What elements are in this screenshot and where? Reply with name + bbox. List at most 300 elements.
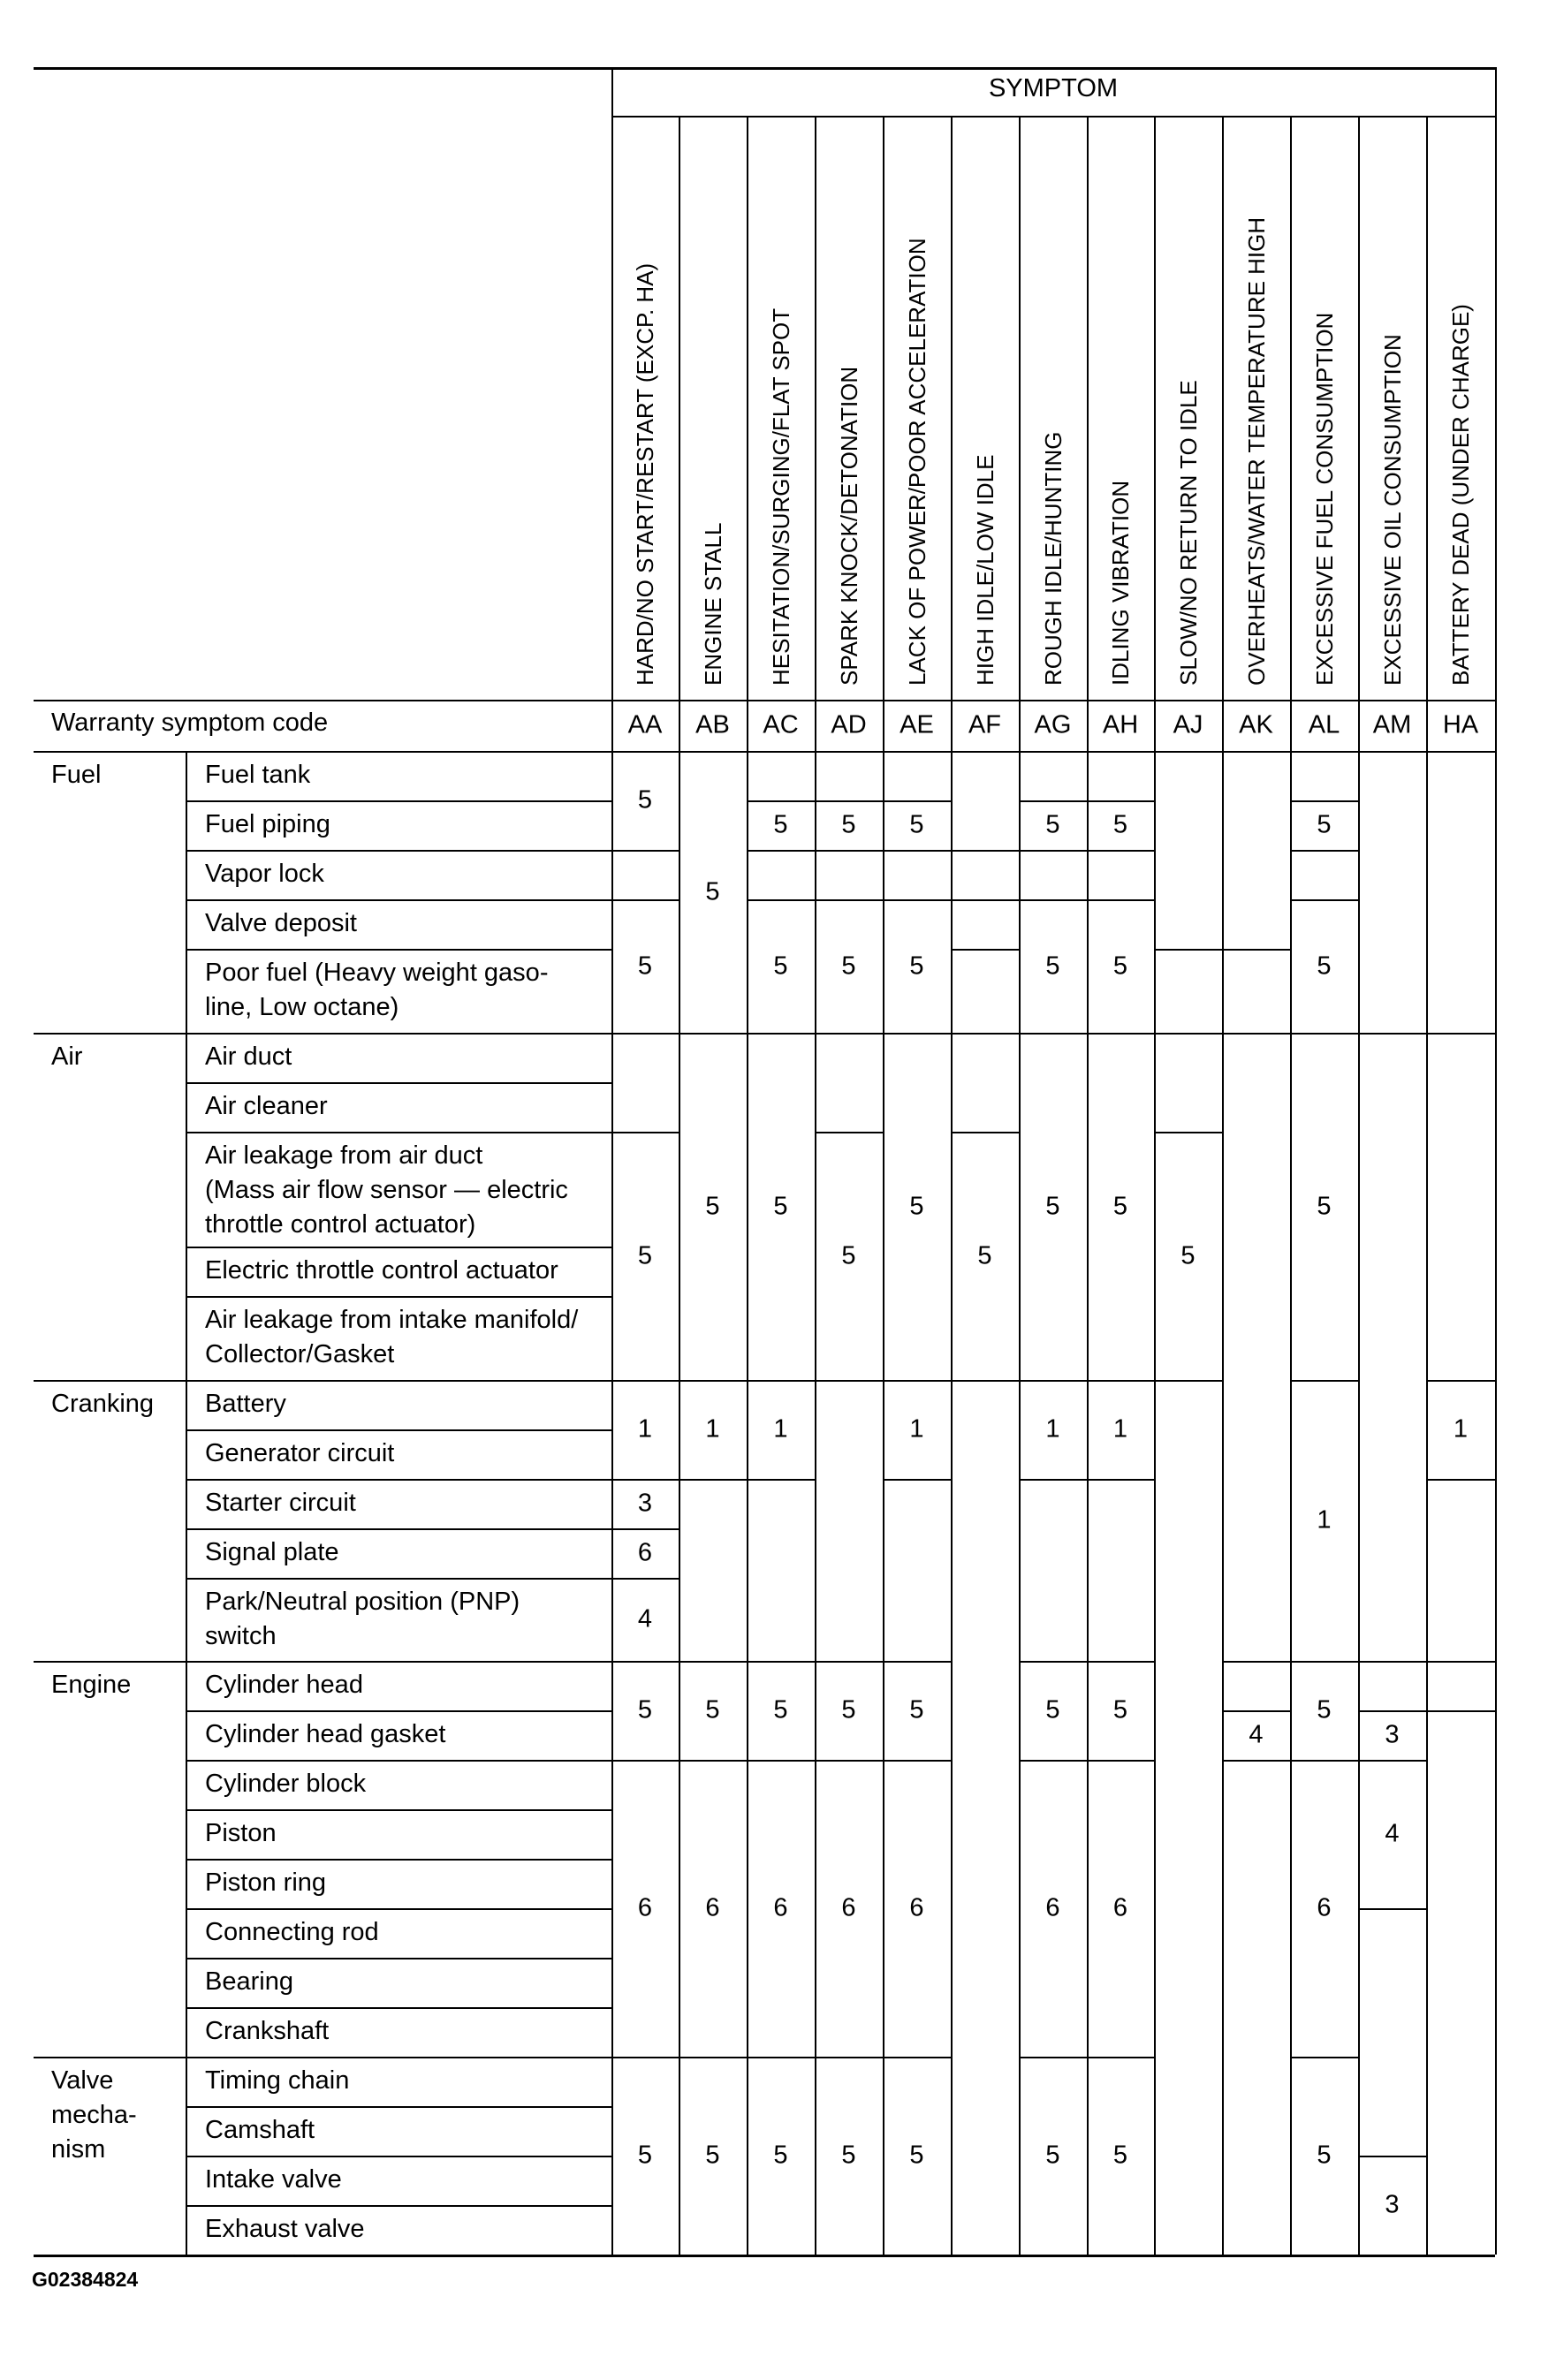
symptom-cell-rule	[1222, 1033, 1292, 1035]
priority-value: 5	[1045, 810, 1060, 839]
item-label-line: Signal plate	[205, 1538, 339, 1566]
group-label-line: nism	[51, 2135, 106, 2164]
symptom-cell-rule	[1019, 850, 1089, 852]
symptom-header: SLOW/NO RETURN TO IDLE	[1174, 380, 1202, 686]
item-label-line: Timing chain	[205, 2066, 350, 2095]
priority-value: 5	[1112, 1192, 1128, 1220]
item-label	[205, 807, 330, 842]
priority-value: 1	[637, 1414, 653, 1444]
item-rule	[186, 899, 611, 901]
warranty-code-label: Warranty symptom code	[51, 709, 329, 737]
symptom-column-divider	[1426, 116, 1428, 751]
symptom-column-divider	[1426, 751, 1428, 2255]
item-rule	[186, 949, 611, 951]
item-rule	[186, 1132, 611, 1133]
priority-value: 5	[1317, 810, 1332, 839]
symptom-cell-rule	[951, 899, 1021, 901]
symptom-cell-rule	[1087, 899, 1156, 901]
item-label	[205, 1535, 339, 1570]
priority-value: 5	[909, 951, 924, 980]
symptom-header: SPARK KNOCK/DETONATION	[835, 366, 862, 686]
symptom-column-divider	[1019, 116, 1021, 751]
priority-value: 5	[637, 785, 653, 815]
priority-value: 6	[637, 1538, 653, 1567]
item-rule	[186, 1908, 611, 1910]
symptom-cell-rule	[747, 1380, 816, 1382]
symptom-cell-rule	[883, 850, 953, 852]
priority-value: 1	[909, 1414, 924, 1444]
symptom-cell-rule	[1358, 1033, 1428, 1035]
symptom-column-divider	[1087, 751, 1089, 2255]
priority-value: 5	[977, 1241, 992, 1270]
priority-value: 1	[773, 1414, 788, 1444]
header-left-divider	[611, 67, 613, 2255]
symptom-cell-rule	[1154, 1380, 1224, 1382]
priority-value: 5	[841, 951, 856, 980]
symptom-cell-rule	[951, 1132, 1021, 1133]
symptom-cell-rule	[1290, 2057, 1360, 2058]
symptom-cell-rule	[1019, 2057, 1089, 2058]
priority-value: 5	[773, 951, 788, 980]
item-label	[205, 1254, 558, 1288]
priority-value: 5	[1317, 2141, 1332, 2170]
item-label	[205, 2212, 365, 2247]
item-label-line: Exhaust valve	[205, 2215, 365, 2243]
item-rule	[186, 2156, 611, 2157]
symptom-header: HESITATION/SURGING/FLAT SPOT	[767, 307, 794, 686]
symptom-cell-rule	[611, 850, 680, 852]
priority-value: 1	[1317, 1505, 1332, 1535]
item-label	[205, 2014, 329, 2049]
symptom-cell-rule	[883, 1033, 953, 1035]
table-top-rule	[34, 67, 1495, 70]
symptom-cell-rule	[611, 1578, 680, 1580]
item-label-line: Vapor lock	[205, 860, 324, 888]
item-rule	[186, 1809, 611, 1811]
symptom-cell-rule	[1087, 2057, 1156, 2058]
group-label: Fuel	[51, 761, 102, 789]
priority-value: 4	[1385, 1819, 1400, 1848]
symptom-header: BATTERY DEAD (UNDER CHARGE)	[1447, 304, 1474, 686]
symptom-cell-rule	[1019, 800, 1089, 802]
item-label	[205, 2113, 315, 2148]
item-label	[205, 1040, 292, 1074]
priority-value: 6	[637, 1893, 653, 1922]
symptom-cell-rule	[1087, 1380, 1156, 1382]
symptom-cell-rule	[951, 850, 1021, 852]
priority-value: 1	[1045, 1414, 1060, 1444]
priority-value: 5	[1180, 1241, 1196, 1270]
item-label-line: Air cleaner	[205, 1092, 328, 1120]
priority-value: 5	[1112, 810, 1128, 839]
priority-value: 1	[1112, 1414, 1128, 1444]
symptom-cell-rule	[815, 800, 884, 802]
symptom-column-divider	[679, 751, 680, 2255]
symptom-cell-rule	[611, 1380, 680, 1382]
symptom-cell-rule	[679, 1033, 748, 1035]
symptom-cell-rule	[815, 899, 884, 901]
priority-value: 5	[909, 1695, 924, 1724]
symptom-title-rule	[611, 116, 1495, 117]
group-label	[51, 2064, 137, 2167]
item-label-line: Starter circuit	[205, 1489, 356, 1517]
symptom-cell-rule	[1426, 1710, 1497, 1712]
symptom-cell-rule	[747, 800, 816, 802]
symptom-cell-rule	[951, 949, 1021, 951]
item-rule	[186, 1710, 611, 1712]
item-label	[205, 857, 324, 891]
symptom-cell-rule	[1222, 1710, 1292, 1712]
symptom-cell-rule	[1087, 850, 1156, 852]
symptom-cell-rule	[1290, 1380, 1360, 1382]
item-label-line: (Mass air flow sensor — electric	[205, 1176, 568, 1204]
priority-value: 5	[1317, 1192, 1332, 1220]
item-label-line: Intake valve	[205, 2165, 342, 2194]
item-label-line: switch	[205, 1622, 277, 1650]
item-rule	[186, 850, 611, 852]
symptom-code: AJ	[1173, 710, 1203, 739]
item-rule	[186, 2106, 611, 2108]
priority-value: 5	[1317, 1695, 1332, 1724]
symptom-cell-rule	[883, 899, 953, 901]
item-label-line: Poor fuel (Heavy weight gaso-	[205, 959, 549, 987]
priority-value: 5	[1045, 1192, 1060, 1220]
symptom-cell-rule	[815, 1033, 884, 1035]
symptom-cell-rule	[883, 800, 953, 802]
symptom-cell-rule	[1290, 1661, 1360, 1663]
symptom-cell-rule	[1019, 1760, 1089, 1762]
symptom-cell-rule	[1087, 1760, 1156, 1762]
item-label	[205, 2163, 342, 2197]
symptom-cell-rule	[1087, 1479, 1156, 1481]
symptom-cell-rule	[679, 2057, 748, 2058]
group-rule	[34, 1380, 611, 1382]
symptom-cell-rule	[1358, 1760, 1428, 1762]
symptom-cell-rule	[1290, 800, 1360, 802]
symptom-code: HA	[1442, 710, 1479, 739]
group-label: Engine	[51, 1671, 132, 1699]
item-label	[205, 1436, 394, 1471]
symptom-cell-rule	[747, 1760, 816, 1762]
symptom-code: AA	[627, 710, 663, 739]
symptom-cell-rule	[1019, 1661, 1089, 1663]
symptom-column-divider	[1358, 751, 1360, 2255]
priority-value: 5	[637, 2141, 653, 2170]
symptom-code: AM	[1372, 710, 1412, 739]
item-rule	[186, 1296, 611, 1298]
priority-value: 5	[1112, 1695, 1128, 1724]
symptom-cell-rule	[815, 1760, 884, 1762]
priority-value: 5	[909, 810, 924, 839]
symptom-cell-rule	[1154, 1132, 1224, 1133]
symptom-header: LACK OF POWER/POOR ACCELERATION	[903, 238, 930, 686]
symptom-column-divider	[815, 751, 816, 2255]
symptom-cell-rule	[815, 1132, 884, 1133]
symptom-cell-rule	[1154, 1033, 1224, 1035]
symptom-column-divider	[883, 751, 884, 2255]
figure-code: G02384824	[32, 2268, 139, 2291]
symptom-cell-rule	[611, 1661, 680, 1663]
symptom-column-divider	[883, 116, 884, 751]
symptom-cell-rule	[747, 2057, 816, 2058]
item-label-line: Generator circuit	[205, 1439, 395, 1467]
symptom-cell-rule	[679, 1479, 748, 1481]
group-label-line: Valve	[51, 2066, 114, 2095]
priority-value: 3	[637, 1489, 653, 1518]
symptom-column-divider	[1222, 751, 1224, 2255]
symptom-column-divider	[951, 751, 953, 2255]
symptom-code: AD	[831, 710, 867, 739]
symptom-cell-rule	[1087, 1033, 1156, 1035]
priority-value: 1	[1453, 1414, 1469, 1444]
symptom-cell-rule	[679, 1760, 748, 1762]
item-label	[205, 1965, 293, 1999]
symptom-cell-rule	[1426, 1479, 1497, 1481]
priority-value: 5	[909, 1192, 924, 1220]
symptom-cell-rule	[611, 1132, 680, 1133]
symptom-cell-rule	[815, 1661, 884, 1663]
symptom-header: EXCESSIVE OIL CONSUMPTION	[1378, 334, 1406, 686]
priority-value: 5	[1317, 951, 1332, 980]
priority-value: 4	[1249, 1720, 1264, 1749]
symptom-cell-rule	[883, 1661, 953, 1663]
item-label	[205, 1915, 379, 1950]
symptom-cell-rule	[1426, 1661, 1497, 1663]
symptom-header: OVERHEATS/WATER TEMPERATURE HIGH	[1242, 216, 1270, 686]
symptom-cell-rule	[1358, 1908, 1428, 1910]
item-label	[205, 2064, 349, 2098]
symptom-cell-rule	[1358, 2156, 1428, 2157]
priority-value: 5	[841, 1241, 856, 1270]
symptom-cell-rule	[1019, 1479, 1089, 1481]
symptom-code: AB	[695, 710, 730, 739]
item-rule	[186, 2205, 611, 2207]
priority-value: 5	[1045, 951, 1060, 980]
symptom-header: HARD/NO START/RESTART (EXCP. HA)	[632, 262, 658, 686]
item-label	[205, 1866, 326, 1900]
item-label-line: Air leakage from intake manifold/	[205, 1306, 579, 1334]
item-label-line: throttle control actuator)	[205, 1210, 476, 1239]
symptom-cell-rule	[1087, 1661, 1156, 1663]
item-label-line: Air duct	[205, 1042, 292, 1071]
item-label	[205, 1486, 356, 1520]
item-rule	[186, 1479, 611, 1481]
symptom-cell-rule	[611, 1033, 680, 1035]
priority-value: 3	[1385, 2190, 1400, 2219]
item-label	[205, 1303, 578, 1372]
item-rule	[186, 800, 611, 802]
symptom-cell-rule	[1222, 1760, 1292, 1762]
symptom-cell-rule	[883, 1760, 953, 1762]
symptom-cell-rule	[1426, 1380, 1497, 1382]
symptom-cell-rule	[815, 850, 884, 852]
symptom-code: AE	[900, 710, 934, 739]
symptom-header: HIGH IDLE/LOW IDLE	[971, 454, 998, 686]
priority-value: 4	[637, 1604, 653, 1633]
item-rule	[186, 1247, 611, 1248]
symptom-cell-rule	[1222, 1661, 1292, 1663]
item-label-line: line, Low octane)	[205, 993, 399, 1021]
symptom-cell-rule	[1290, 850, 1360, 852]
priority-value: 6	[773, 1893, 788, 1922]
symptom-column-divider	[679, 116, 680, 751]
item-label-line: Camshaft	[205, 2116, 315, 2144]
item-rule	[186, 1082, 611, 1084]
symptom-cell-rule	[1019, 1380, 1089, 1382]
symptom-cell-rule	[747, 899, 816, 901]
item-rule	[186, 1859, 611, 1861]
priority-value: 6	[909, 1893, 924, 1922]
symptom-cell-rule	[951, 1380, 1021, 1382]
priority-value: 5	[773, 2141, 788, 2170]
item-label-line: Cylinder head gasket	[205, 1720, 446, 1748]
priority-value: 5	[1112, 951, 1128, 980]
symptom-code: AC	[763, 710, 799, 739]
table-bottom-rule	[34, 2255, 1495, 2257]
symptom-column-divider	[1154, 751, 1156, 2255]
symptom-column-divider	[1154, 116, 1156, 751]
priority-value: 6	[1045, 1893, 1060, 1922]
item-label	[205, 1767, 366, 1801]
priority-value: 5	[705, 1695, 720, 1724]
symptom-cell-rule	[951, 1033, 1021, 1035]
symptom-code: AG	[1034, 710, 1072, 739]
priority-value: 5	[909, 2141, 924, 2170]
symptom-cell-rule	[1290, 1760, 1360, 1762]
symptom-column-divider	[1358, 116, 1360, 751]
group-divider	[186, 751, 187, 2255]
item-label	[205, 906, 357, 941]
priority-value: 6	[1317, 1893, 1332, 1922]
symptom-header: ENGINE STALL	[699, 522, 726, 686]
group-label: Cranking	[51, 1390, 155, 1418]
symptom-code: AK	[1239, 710, 1273, 739]
symptom-cell-rule	[611, 1760, 680, 1762]
item-rule	[186, 1578, 611, 1580]
symptom-cell-rule	[815, 2057, 884, 2058]
item-label	[205, 1089, 328, 1124]
symptom-column-divider	[1087, 116, 1089, 751]
symptom-cell-rule	[747, 1479, 816, 1481]
warranty-row-rule	[34, 751, 1495, 753]
priority-value: 5	[773, 810, 788, 839]
symptom-cell-rule	[1154, 949, 1224, 951]
symptom-cell-rule	[747, 850, 816, 852]
symptom-column-divider	[951, 116, 953, 751]
table-right-edge	[1495, 67, 1497, 2255]
item-label-line: Crankshaft	[205, 2017, 330, 2045]
symptom-cell-rule	[679, 1380, 748, 1382]
priority-value: 6	[705, 1893, 720, 1922]
item-label	[205, 1816, 277, 1851]
symptom-column-divider	[1222, 116, 1224, 751]
priority-value: 5	[773, 1695, 788, 1724]
symptom-cell-rule	[1019, 1033, 1089, 1035]
item-label-line: Fuel tank	[205, 761, 311, 789]
item-rule	[186, 1429, 611, 1431]
symptom-cell-rule	[1426, 1033, 1497, 1035]
item-label-line: Cylinder head	[205, 1671, 363, 1699]
item-rule	[186, 1760, 611, 1762]
symptom-cell-rule	[611, 1528, 680, 1530]
priority-value: 6	[841, 1893, 856, 1922]
symptom-column-divider	[1290, 751, 1292, 2255]
priority-value: 5	[1045, 2141, 1060, 2170]
symptom-column-divider	[815, 116, 816, 751]
priority-value: 5	[1112, 2141, 1128, 2170]
symptom-cell-rule	[1222, 949, 1292, 951]
item-label-line: Bearing	[205, 1967, 293, 1996]
priority-value: 5	[841, 810, 856, 839]
group-rule	[34, 2057, 611, 2058]
item-label-line: Air leakage from air duct	[205, 1141, 483, 1170]
symptom-column-divider	[1290, 116, 1292, 751]
group-label: Air	[51, 1042, 83, 1071]
item-label-line: Piston ring	[205, 1868, 327, 1897]
item-label	[205, 1139, 568, 1242]
symptom-cell-rule	[611, 2057, 680, 2058]
symptom-cell-rule	[1019, 899, 1089, 901]
item-label-line: Connecting rod	[205, 1918, 379, 1946]
symptom-column-divider	[1019, 751, 1021, 2255]
symptom-cell-rule	[747, 1661, 816, 1663]
priority-value: 3	[1385, 1720, 1400, 1749]
symptom-code: AH	[1102, 710, 1139, 739]
item-label-line: Park/Neutral position (PNP)	[205, 1588, 520, 1616]
item-label	[205, 1717, 445, 1752]
priority-value: 5	[841, 1695, 856, 1724]
symptom-header: EXCESSIVE FUEL CONSUMPTION	[1310, 312, 1338, 686]
priority-value: 5	[1045, 1695, 1060, 1724]
symptom-header: IDLING VIBRATION	[1107, 480, 1134, 686]
priority-value: 5	[705, 877, 720, 906]
symptom-cell-rule	[815, 1380, 884, 1382]
item-label	[205, 1585, 520, 1654]
item-label	[205, 1387, 286, 1421]
symptom-title: SYMPTOM	[988, 74, 1119, 102]
group-label-line: mecha-	[51, 2101, 137, 2129]
symptom-cell-rule	[883, 1380, 953, 1382]
symptom-cell-rule	[883, 1479, 953, 1481]
priority-value: 5	[841, 2141, 856, 2170]
priority-value: 5	[705, 1192, 720, 1220]
item-rule	[186, 1958, 611, 1959]
item-label-line: Piston	[205, 1819, 277, 1847]
symptom-cell-rule	[1087, 800, 1156, 802]
item-label-line: Cylinder block	[205, 1770, 367, 1798]
symptom-cell-rule	[611, 1479, 680, 1481]
item-rule	[186, 1528, 611, 1530]
symptom-code: AF	[968, 710, 1002, 739]
symptom-code: AL	[1308, 710, 1340, 739]
priority-value: 5	[637, 951, 653, 980]
priority-value: 1	[705, 1414, 720, 1444]
priority-value: 5	[773, 1192, 788, 1220]
symptom-cell-rule	[1358, 1710, 1428, 1712]
symptom-cell-rule	[679, 1661, 748, 1663]
symptom-cell-rule	[611, 899, 680, 901]
header-bottom-rule	[34, 700, 1495, 701]
group-rule	[34, 1661, 611, 1663]
item-label-line: Collector/Gasket	[205, 1340, 395, 1368]
priority-value: 5	[637, 1695, 653, 1724]
item-label	[205, 956, 548, 1025]
symptom-cell-rule	[883, 2057, 953, 2058]
symptom-cell-rule	[1290, 899, 1360, 901]
item-rule	[186, 2007, 611, 2009]
symptom-cell-rule	[747, 1033, 816, 1035]
priority-value: 5	[705, 2141, 720, 2170]
